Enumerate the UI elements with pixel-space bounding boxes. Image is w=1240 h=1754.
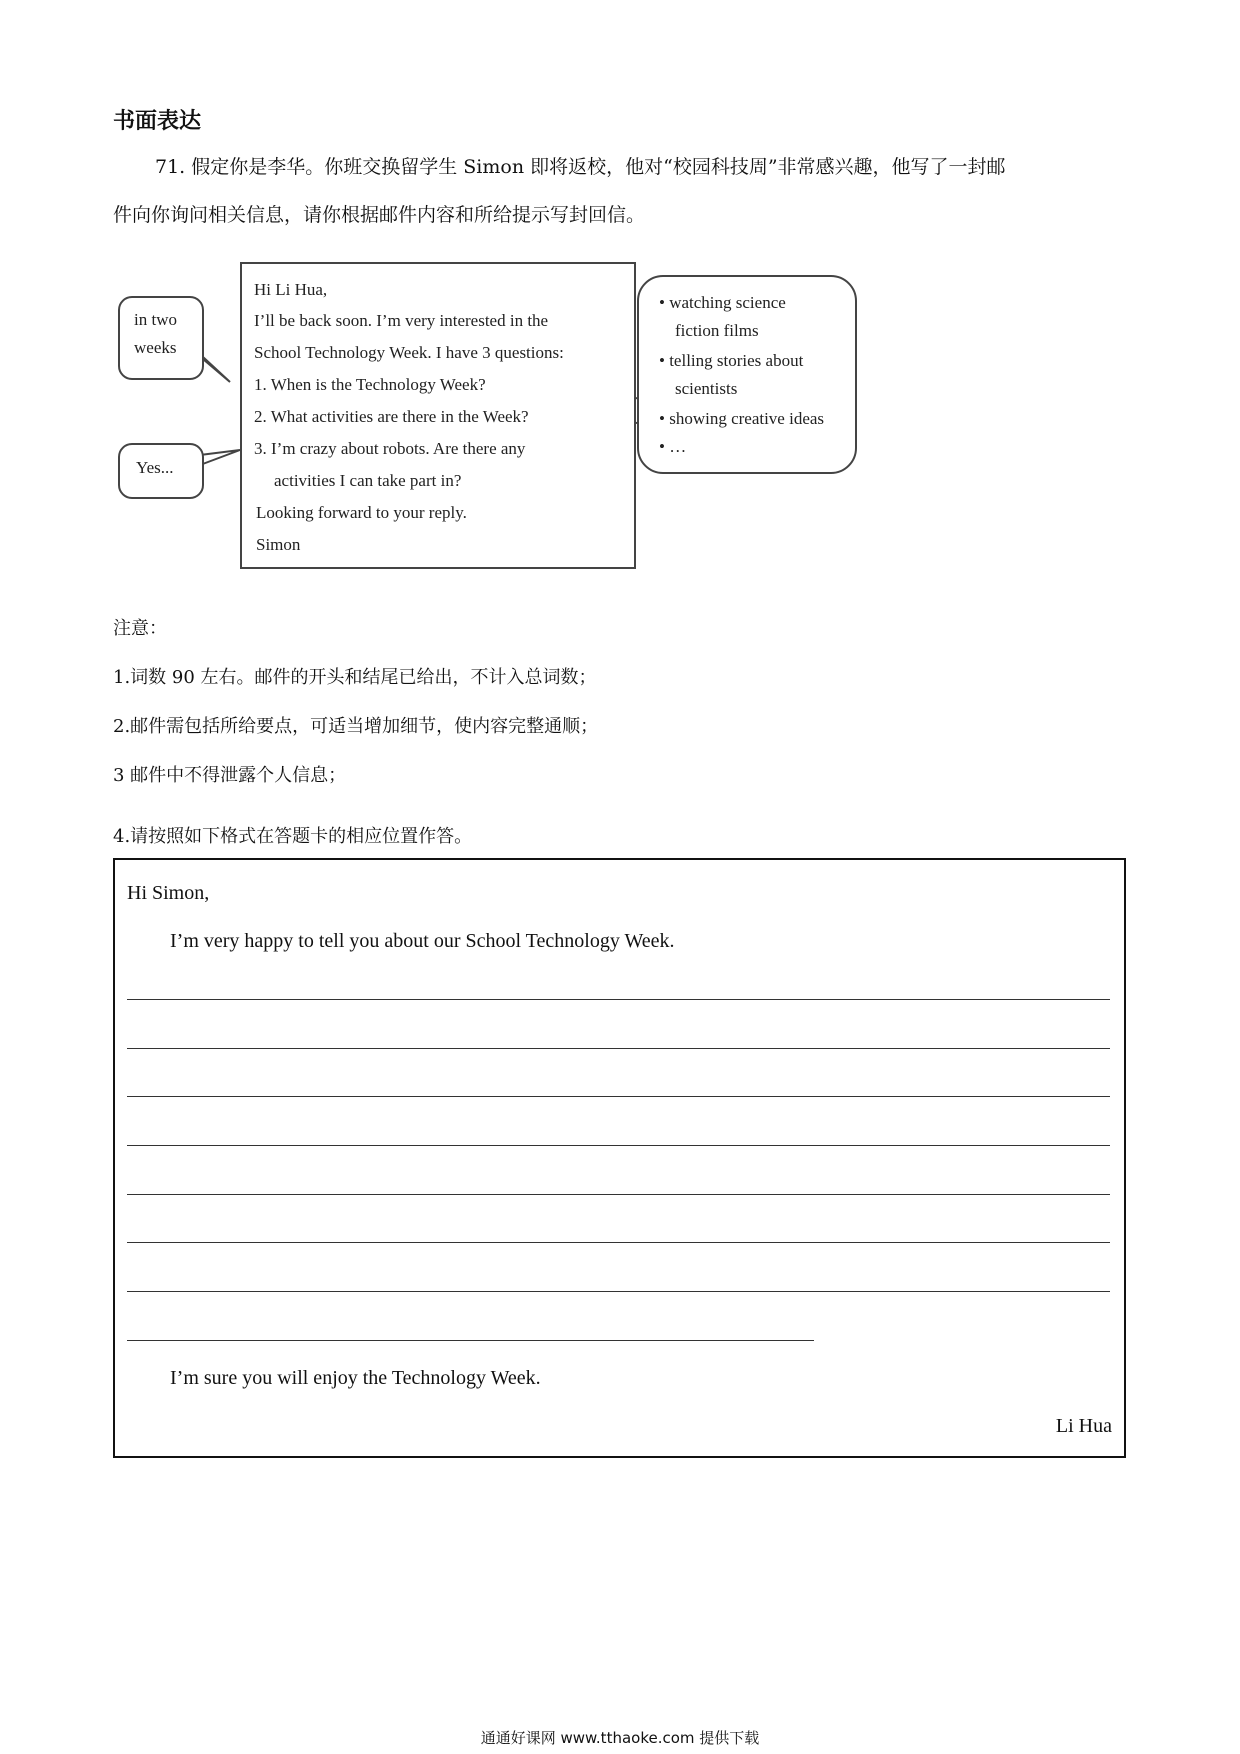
activity-line: • telling stories about [659, 351, 804, 370]
answer-signature: Li Hua [1055, 1415, 1112, 1437]
question-line-2: 件向你询问相关信息，请你根据邮件内容和所给提示写封回信。 [113, 204, 646, 226]
page-footer: 通通好课网 www.tthaoke.com 提供下载 [480, 1729, 760, 1747]
bubble-yes-text: Yes... [136, 458, 174, 477]
answer-closing: I’m sure you will enjoy the Technology Week. [170, 1367, 541, 1389]
email-line: 1. When is the Technology Week? [254, 375, 486, 394]
writing-line[interactable] [127, 1145, 1110, 1146]
activity-line: • showing creative ideas [659, 409, 825, 428]
note-item: 2.邮件需包括所给要点，可适当增加细节，使内容完整通顺； [113, 716, 599, 737]
email-line: activities I can take part in? [274, 471, 462, 490]
bubble-yes [118, 443, 204, 499]
writing-line[interactable] [127, 1096, 1110, 1097]
answer-greeting: Hi Simon, [127, 882, 210, 904]
bubble-when-line-2: weeks [134, 338, 177, 357]
answer-sheet [113, 858, 1126, 1458]
answer-opening: I’m very happy to tell you about our School Technology Week. [170, 930, 675, 952]
section-title: 书面表达 [113, 109, 202, 134]
email-line: Simon [256, 535, 301, 554]
email-line: 2. What activities are there in the Week? [254, 407, 529, 426]
email-line: Hi Li Hua, [254, 280, 328, 299]
bubble-activities [637, 275, 857, 474]
email-line: Looking forward to your reply. [256, 503, 467, 522]
email-box [240, 262, 636, 569]
note-item: 1.词数 90 左右。邮件的开头和结尾已给出，不计入总词数； [113, 667, 597, 688]
writing-line[interactable] [127, 1194, 1110, 1195]
bubble-when [118, 296, 204, 380]
email-line: 3. I’m crazy about robots. Are there any [254, 439, 526, 458]
activity-line: scientists [675, 379, 738, 398]
activity-line: • … [659, 437, 687, 456]
email-figure [110, 255, 870, 575]
notes-heading: 注意： [113, 618, 167, 639]
writing-line[interactable] [127, 1048, 1110, 1049]
writing-line[interactable] [127, 1291, 1110, 1292]
activity-line: fiction films [675, 321, 759, 340]
email-line: I’ll be back soon. I’m very interested in the [254, 311, 549, 330]
bubble-when-line-1: in two [134, 310, 177, 329]
question-line-1: 71. 假定你是李华。你班交换留学生 Simon 即将返校，他对“校园科技周”非常感兴趣，他写了一封邮 [155, 156, 1006, 178]
writing-line[interactable] [127, 1340, 814, 1341]
writing-line[interactable] [127, 1242, 1110, 1243]
activity-line: • watching science [659, 293, 786, 312]
email-line: School Technology Week. I have 3 questions: [254, 343, 564, 362]
writing-line[interactable] [127, 999, 1110, 1000]
note-item: 4.请按照如下格式在答题卡的相应位置作答。 [113, 826, 473, 847]
note-item: 3 邮件中不得泄露个人信息； [113, 765, 347, 786]
